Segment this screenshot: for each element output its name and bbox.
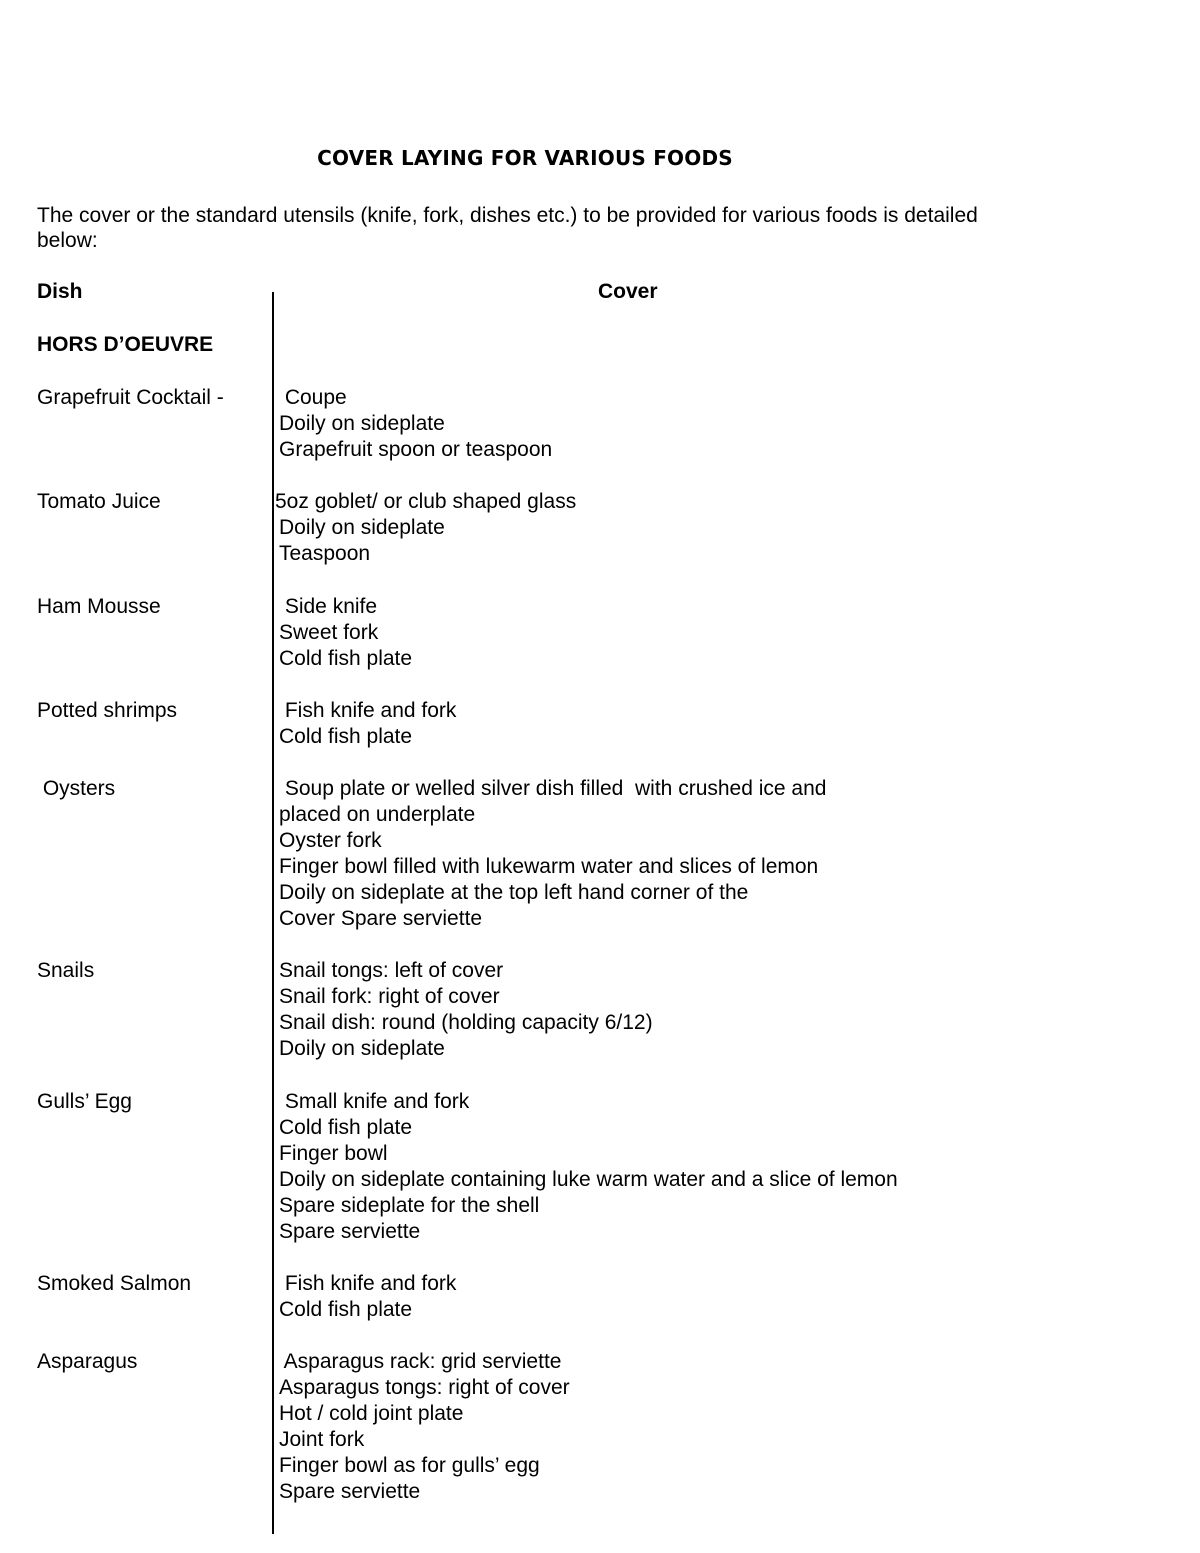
dish-name: Smoked Salmon bbox=[37, 1272, 192, 1295]
dish-name: Potted shrimps bbox=[37, 699, 178, 722]
cover-item: Doily on sideplate containing luke warm water and a slice of lemon bbox=[279, 1168, 898, 1191]
cover-item: Cover Spare serviette bbox=[279, 907, 483, 930]
column-header-cover: Cover bbox=[598, 280, 658, 303]
cover-item: Doily on sideplate at the top left hand corner of the bbox=[279, 881, 749, 904]
cover-list bbox=[275, 489, 576, 567]
column-header-dish: Dish bbox=[37, 280, 83, 303]
cover-item: Soup plate or welled silver dish filled with crushed ice and bbox=[279, 777, 827, 800]
cover-item: Fish knife and fork bbox=[279, 699, 457, 722]
cover-item: 5oz goblet/ or club shaped glass bbox=[275, 490, 577, 513]
cover-item: Snail fork: right of cover bbox=[279, 985, 500, 1008]
cover-item: Small knife and fork bbox=[279, 1090, 470, 1113]
cover-item: Cold fish plate bbox=[279, 725, 413, 748]
cover-item: Asparagus rack: grid serviette bbox=[279, 1350, 562, 1373]
cover-list bbox=[279, 1349, 570, 1505]
cover-item: Spare sideplate for the shell bbox=[279, 1194, 540, 1217]
cover-item: Oyster fork bbox=[279, 829, 382, 852]
cover-item: Teaspoon bbox=[279, 542, 371, 565]
cover-item: Side knife bbox=[279, 595, 378, 618]
cover-item: Snail tongs: left of cover bbox=[279, 959, 504, 982]
cover-item: Fish knife and fork bbox=[279, 1272, 457, 1295]
dish-name: Asparagus bbox=[37, 1350, 138, 1373]
cover-item: Doily on sideplate bbox=[279, 412, 445, 435]
dish-name: Snails bbox=[37, 959, 95, 982]
cover-list bbox=[279, 1271, 456, 1323]
cover-item: Cold fish plate bbox=[279, 1116, 413, 1139]
cover-item: Joint fork bbox=[279, 1428, 365, 1451]
dish-name: Gulls’ Egg bbox=[37, 1090, 132, 1113]
cover-item: Cold fish plate bbox=[279, 1298, 413, 1321]
page-title: COVER LAYING FOR VARIOUS FOODS bbox=[317, 146, 733, 170]
cover-item: Doily on sideplate bbox=[279, 516, 445, 539]
cover-list bbox=[279, 958, 653, 1062]
cover-item: Doily on sideplate bbox=[279, 1037, 445, 1060]
dish-name: Ham Mousse bbox=[37, 595, 161, 618]
cover-list bbox=[279, 776, 826, 932]
cover-item: Finger bowl as for gulls’ egg bbox=[279, 1454, 540, 1477]
section-heading: HORS D’OEUVRE bbox=[37, 333, 214, 356]
cover-item: Spare serviette bbox=[279, 1220, 421, 1243]
cover-item: Grapefruit spoon or teaspoon bbox=[279, 438, 553, 461]
cover-list bbox=[279, 698, 456, 750]
cover-list bbox=[279, 594, 412, 672]
cover-item: Coupe bbox=[279, 386, 347, 409]
cover-item: Hot / cold joint plate bbox=[279, 1402, 464, 1425]
cover-list bbox=[279, 1089, 898, 1245]
cover-item: Spare serviette bbox=[279, 1480, 421, 1503]
cover-item: Snail dish: round (holding capacity 6/12) bbox=[279, 1011, 653, 1034]
cover-item: Finger bowl filled with lukewarm water and slices of lemon bbox=[279, 855, 819, 878]
cover-item: placed on underplate bbox=[279, 803, 476, 826]
dish-name: Grapefruit Cocktail - bbox=[37, 386, 224, 409]
cover-item: Finger bowl bbox=[279, 1142, 388, 1165]
cover-item: Cold fish plate bbox=[279, 647, 413, 670]
column-divider bbox=[272, 292, 274, 1534]
intro-paragraph: The cover or the standard utensils (knife, fork, dishes etc.) to be provided for various foods is detailed below: bbox=[37, 204, 978, 252]
dish-name: Tomato Juice bbox=[37, 490, 161, 513]
cover-item: Asparagus tongs: right of cover bbox=[279, 1376, 570, 1399]
cover-list bbox=[279, 385, 552, 463]
cover-item: Sweet fork bbox=[279, 621, 379, 644]
dish-name: Oysters bbox=[37, 777, 116, 800]
